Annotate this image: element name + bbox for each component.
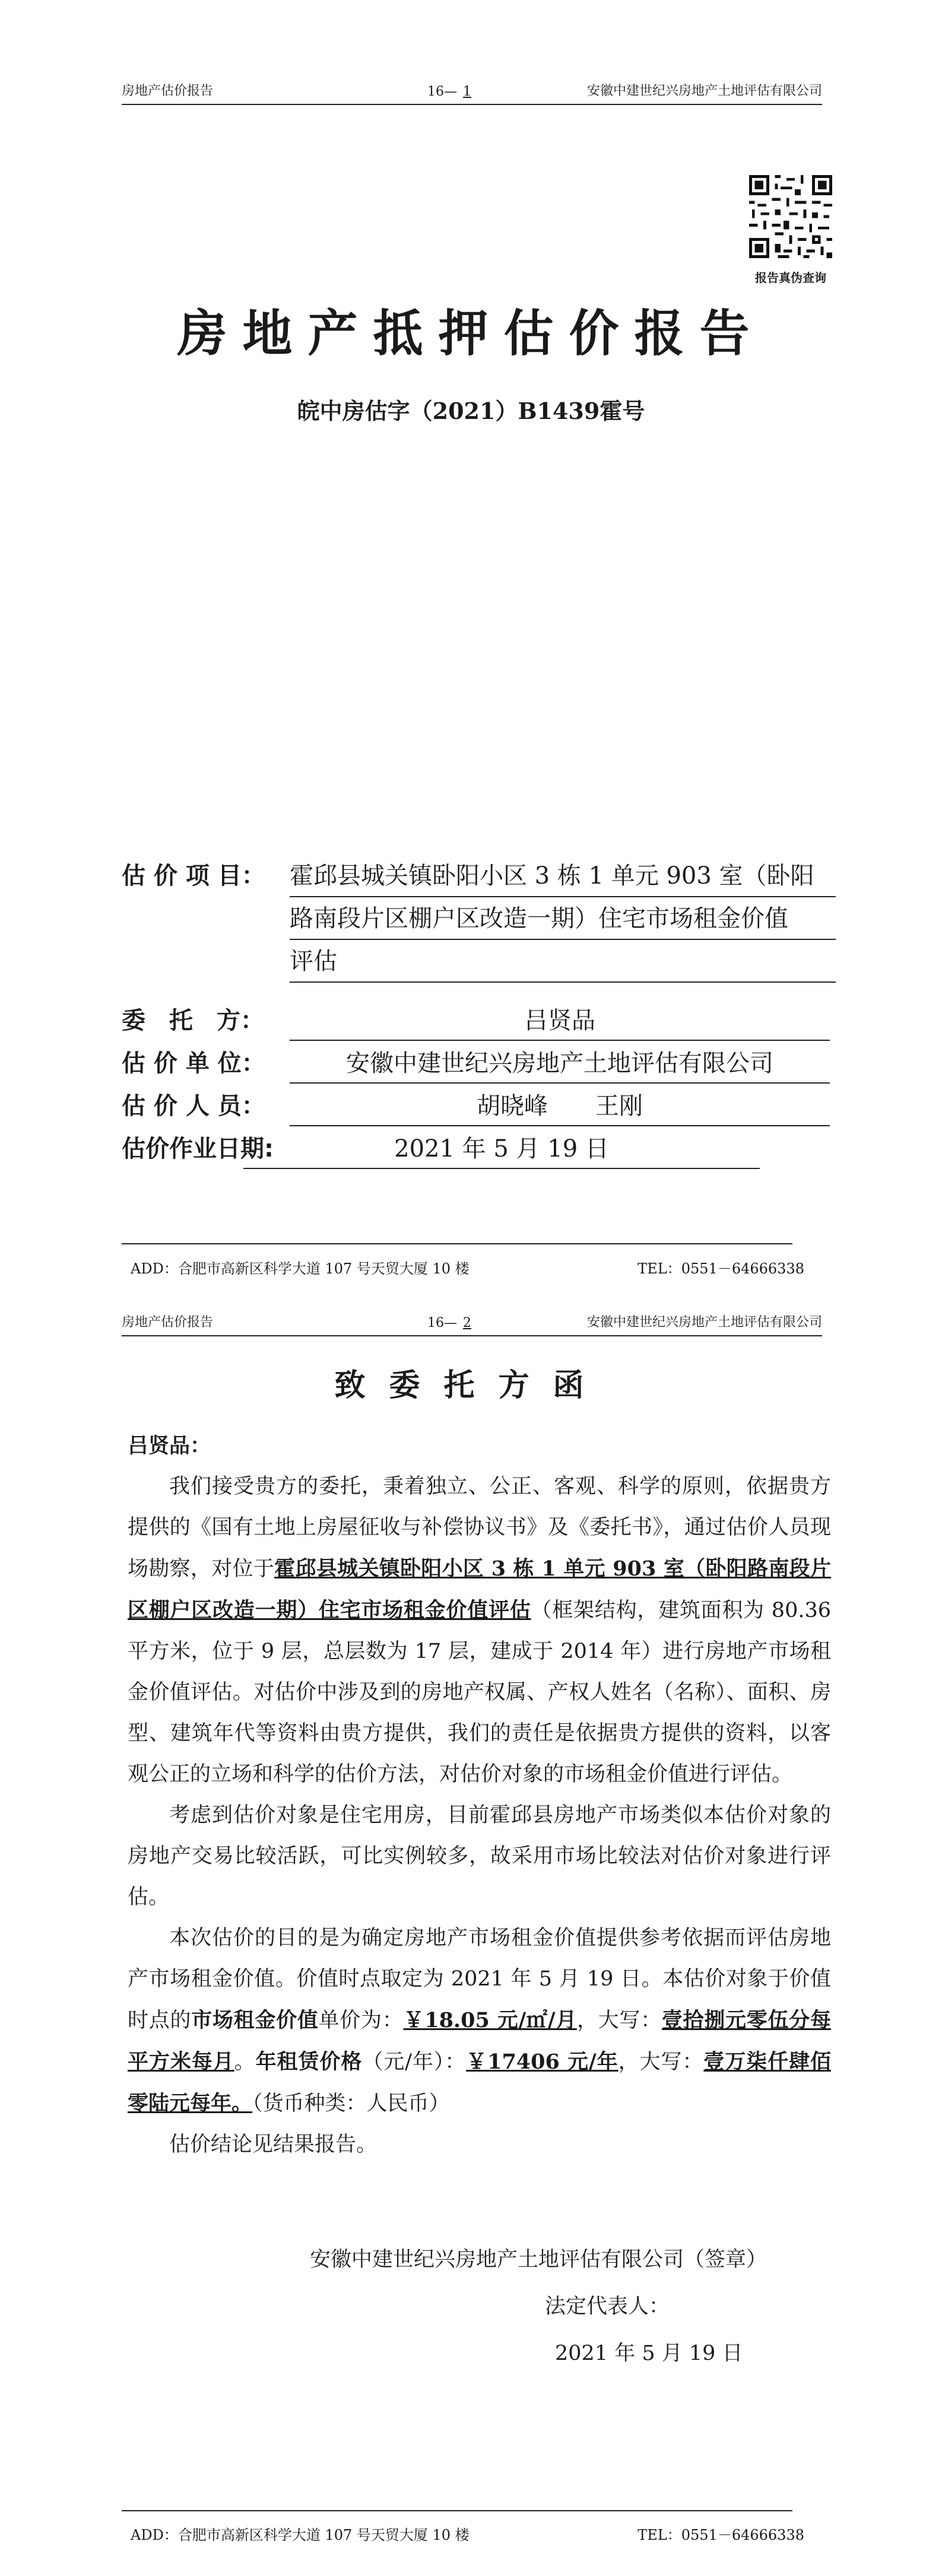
header-page-number: 16— 1 [427, 84, 471, 99]
project-line-2: 路南段片区棚户区改造一期）住宅市场租金价值 [290, 897, 836, 940]
page-header [122, 1294, 822, 1336]
signature-date: 2021 年 5 月 19 日 [555, 2342, 743, 2365]
qr-caption: 报告真伪查询 [755, 271, 826, 285]
project-line-1: 霍邱县城关镇卧阳小区 3 栋 1 单元 903 室（卧阳 [290, 855, 836, 897]
letter-title: 致委托方函 [334, 1367, 608, 1403]
appraisers-label: 估 价 人 员： [122, 1092, 265, 1120]
client-value: 吕贤品 [290, 999, 830, 1041]
project-value [290, 855, 836, 983]
subject-property: 霍邱县城关镇卧阳小区 3 栋 1 单元 903 室（卧阳路南段片区棚户区改造一期）住宅市场租金价值评估 [128, 1557, 831, 1622]
document-number: 皖中房估字（2021）B1439霍号 [297, 398, 645, 424]
annual-rent-words: 壹万柒仟肆佰零陆元每年。 [128, 2050, 831, 2116]
footer-address: ADD：合肥市高新区科学大道 107 号天贸大厦 10 楼 [131, 2527, 470, 2543]
report-title: 房地产抵押估价报告 [177, 304, 765, 363]
header-report-name: 房地产估价报告 [122, 1315, 214, 1330]
footer-divider [122, 1243, 792, 1244]
footer-tel: TEL：0551－64666338 [637, 2527, 804, 2543]
appraiser-org-value: 安徽中建世纪兴房地产土地评估有限公司 [290, 1042, 830, 1084]
letter-page [0, 1294, 942, 2576]
project-field [122, 855, 834, 985]
footer-address: ADD：合肥市高新区科学大道 107 号天贸大厦 10 楼 [131, 1260, 470, 1277]
footer-divider [122, 2510, 792, 2511]
header-company: 安徽中建世纪兴房地产土地评估有限公司 [586, 84, 822, 99]
project-line-3: 评估 [290, 940, 836, 983]
header-company: 安徽中建世纪兴房地产土地评估有限公司 [586, 1315, 822, 1330]
header-report-name: 房地产估价报告 [122, 84, 214, 99]
unit-rent-value: ￥18.05 元/㎡/月 [403, 2008, 577, 2032]
salutation: 吕贤品： [128, 1434, 211, 1458]
page-header [122, 62, 822, 105]
paragraph-4: 估价结论见结果报告。 [169, 2133, 378, 2156]
appraiser-org-label: 估 价 单 位： [122, 1050, 265, 1077]
project-label: 估 价 项 目： [122, 862, 265, 890]
client-label: 委 托 方： [122, 1007, 264, 1034]
work-date-value: 2021 年 5 月 19 日 [243, 1127, 760, 1169]
unit-rent-words: 壹拾捌元零伍分每平方米每月 [128, 2008, 831, 2074]
header-page-number: 16— 2 [427, 1316, 471, 1330]
client-field [122, 999, 834, 1042]
letter-body [128, 1425, 831, 2165]
paragraph-1: 我们接受贵方的委托，秉着独立、公正、客观、科学的原则，依据贵方提供的《国有土地上房屋征收与补偿协议书》及《委托书》，通过估价人员现场勘察，对位于霍邱县城关镇卧阳小区 3 栋 1 单元 903 室（卧阳路南段片区棚户区改造一期）住宅市场租金价值评估（框架结构，建筑面积为 80.36 平方米，位于 9 层，总层数为 17 层，建成于 2014 年）进行房地产市场租金价值评估。对估价中涉及到的房地产权属、产权人姓名（名称）、面积、房型、建筑年代等资料由贵方提供，我们的责任是依据贵方提供的资料，以客观公正的立场和科学的估价方法，对估价对象的市场租金价值进行评估。 [128, 1475, 831, 1786]
signature-company: 安徽中建世纪兴房地产土地评估有限公司（签章） [310, 2248, 767, 2272]
annual-rent-value: ￥17406 元/年 [466, 2050, 619, 2074]
appraisers-value: 胡晓峰 王刚 [290, 1085, 830, 1126]
qr-code-icon[interactable] [749, 175, 832, 258]
footer-tel: TEL：0551－64666338 [637, 1260, 804, 1277]
signature-representative: 法定代表人： [545, 2295, 670, 2318]
paragraph-3: 本次估价的目的是为确定房地产市场租金价值提供参考依据而评估房地产市场租金价值。价值时点取定为 2021 年 5 月 19 日。本估价对象于价值时点的市场租金价值单价为：￥18.05 元/㎡/月，大写：壹拾捌元零伍分每平方米每月。年租赁价格（元/年）：￥17406 元/年，大写：壹万柒仟肆佰零陆元每年。（货币种类：人民币） [128, 1926, 831, 2116]
work-date-field [122, 1127, 834, 1170]
appraisers-field [122, 1085, 834, 1127]
paragraph-2: 考虑到估价对象是住宅用房，目前霍邱县房地产市场类似本估价对象的房地产交易比较活跃，可比实例较多，故采用市场比较法对估价对象进行评估。 [128, 1803, 831, 1909]
appraiser-org-field [122, 1042, 834, 1085]
work-date-label: 估价作业日期: [122, 1135, 274, 1162]
